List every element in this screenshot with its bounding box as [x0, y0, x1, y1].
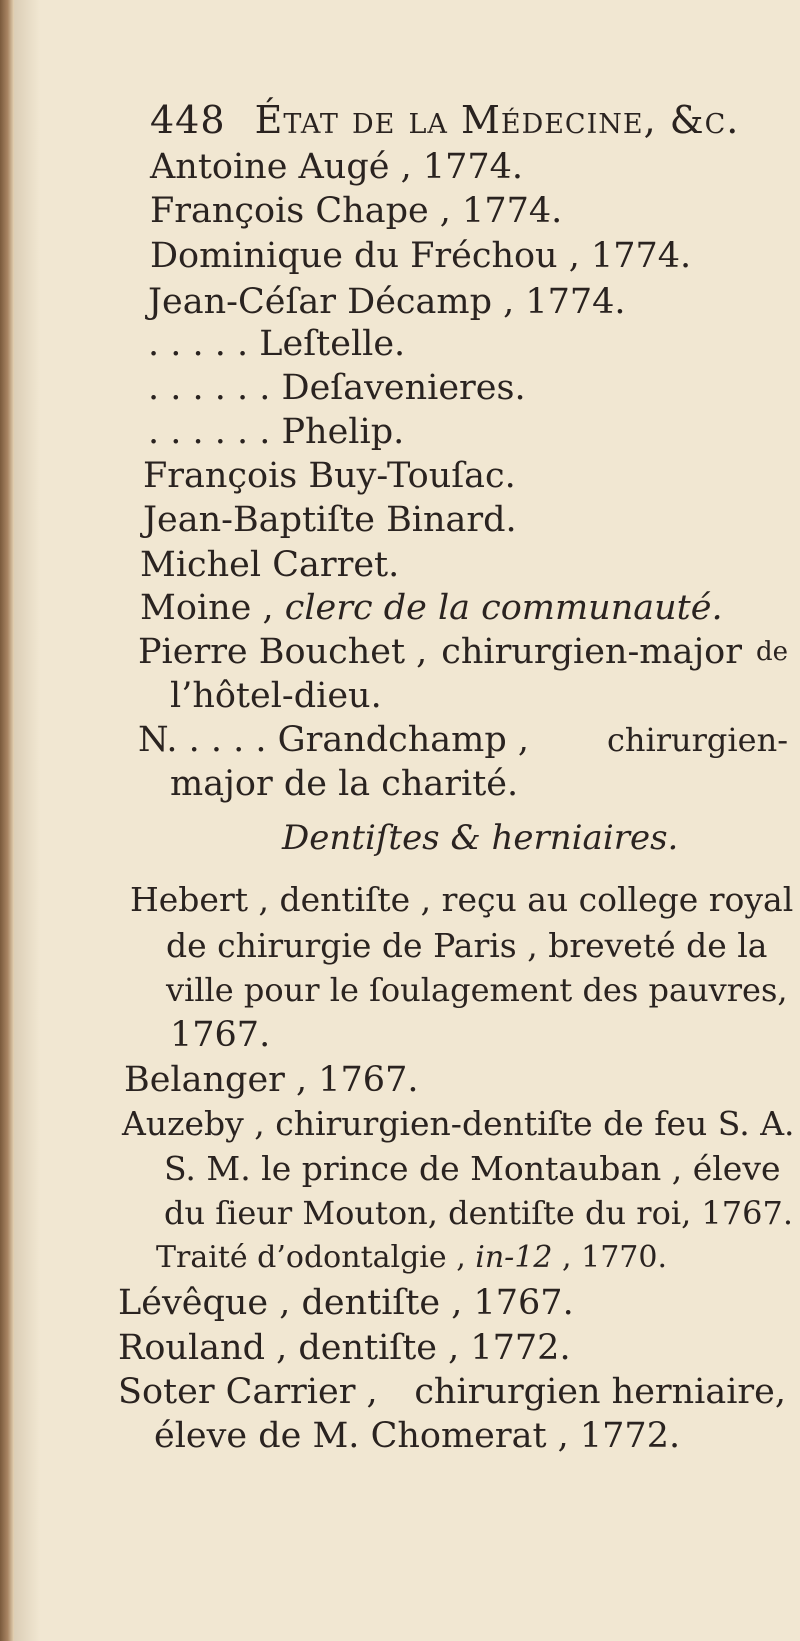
entry-carrier-line2: éleve de M. Chomerat , 1772.	[154, 1416, 681, 1456]
entry-auzeby-line4	[156, 1238, 667, 1278]
entry-hebert-line1: Hebert , dentiſte , reçu au college royal	[130, 880, 794, 919]
auzeby-year: , 1770.	[552, 1240, 667, 1275]
moine-name: Moine ,	[140, 588, 285, 628]
entry-auge: Antoine Augé , 1774.	[150, 147, 524, 187]
entry-auzeby-line3: du ſieur Mouton, dentiſte du roi, 1767.	[164, 1194, 794, 1232]
bouchet-de: de	[755, 637, 788, 667]
entry-decamp: Jean-Céſar Décamp , 1774.	[148, 282, 626, 322]
carrier-name: Soter Carrier ,	[118, 1372, 378, 1412]
section-heading: Dentiſtes & herniaires.	[282, 818, 679, 858]
entry-belanger: Belanger , 1767.	[124, 1060, 419, 1100]
entry-frechou: Dominique du Fréchou , 1774.	[150, 236, 692, 276]
entry-carrier-line1	[118, 1372, 786, 1412]
entry-binard: Jean-Baptiſte Binard.	[143, 500, 517, 540]
entry-chape: François Chape , 1774.	[150, 191, 563, 231]
auzeby-format: in-12	[475, 1240, 553, 1275]
entry-desavenieres: . . . . . . Deſavenieres.	[148, 368, 526, 408]
entry-bouchet-line1	[138, 632, 788, 672]
bouchet-role: chirurgien-major	[441, 632, 742, 672]
auzeby-treatise: Traité d’odontalgie ,	[156, 1240, 476, 1275]
entry-auzeby-line1: Auzeby , chirurgien-dentiſte de feu S. A.	[122, 1104, 795, 1143]
moine-role: clerc de la communauté.	[284, 588, 723, 628]
page-header	[150, 98, 760, 142]
entry-grandchamp-line1	[138, 720, 788, 760]
grandchamp-name: N. . . . . Grandchamp ,	[138, 720, 529, 760]
entry-hebert-line4: 1767.	[170, 1015, 271, 1055]
entry-moine	[140, 588, 723, 628]
entry-leveque: Lévêque , dentiſte , 1767.	[118, 1283, 574, 1323]
book-spine-edge	[0, 0, 14, 1641]
entry-grandchamp-line2: major de la charité.	[170, 764, 519, 804]
bouchet-name: Pierre Bouchet ,	[138, 632, 428, 672]
page-gutter-shadow	[14, 0, 40, 1641]
entry-buy-tousac: François Buy-Touſac.	[143, 456, 516, 496]
entry-bouchet-line2: l’hôtel-dieu.	[170, 676, 382, 716]
page-number: 448	[150, 98, 226, 142]
entry-phelip: . . . . . . Phelip.	[148, 412, 405, 452]
entry-carret: Michel Carret.	[140, 545, 400, 585]
entry-rouland: Rouland , dentiſte , 1772.	[118, 1328, 571, 1368]
running-title: État de la Médecine, &c.	[254, 98, 740, 142]
entry-hebert-line2: de chirurgie de Paris , breveté de la	[166, 926, 768, 965]
entry-hebert-line3: ville pour le ſoulagement des pauvres,	[166, 971, 788, 1009]
grandchamp-role: chirurgien-	[606, 721, 788, 759]
entry-lestelle: . . . . . Leſtelle.	[148, 324, 406, 364]
carrier-role: chirurgien herniaire,	[414, 1372, 786, 1412]
entry-auzeby-line2: S. M. le prince de Montauban , éleve	[164, 1149, 781, 1188]
